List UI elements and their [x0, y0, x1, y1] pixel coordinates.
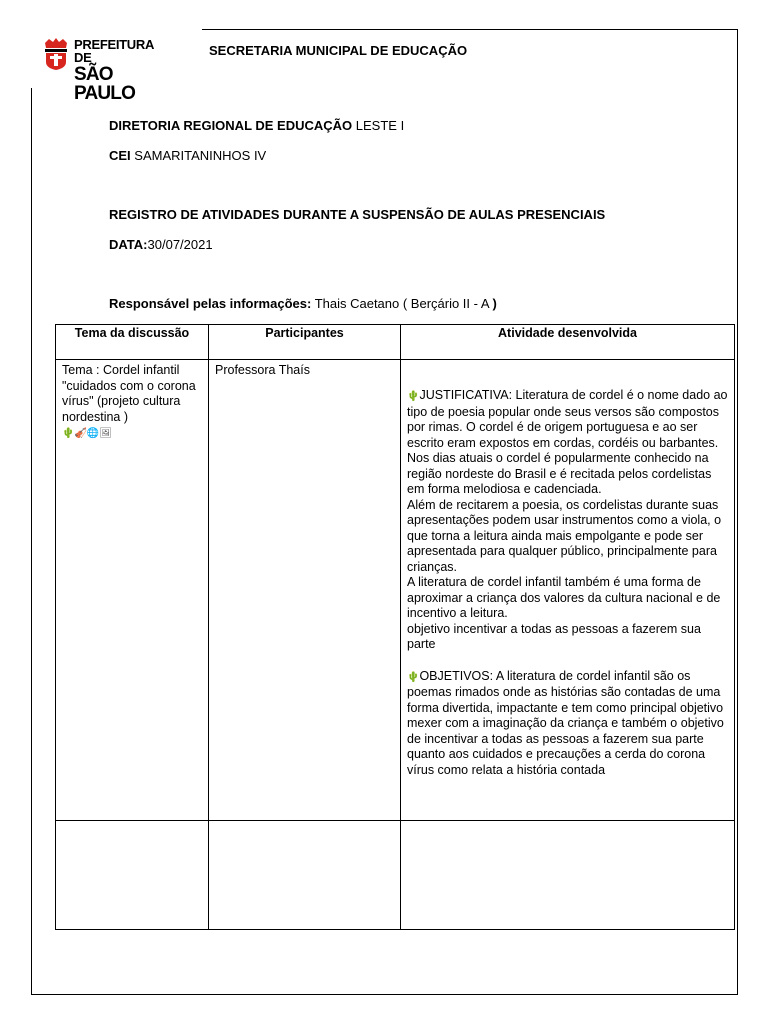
logo-line-2: SÃO PAULO [74, 64, 136, 104]
responsavel-label: Responsável pelas informações: [109, 296, 312, 311]
table-row-empty [56, 821, 735, 930]
diretoria-line [109, 118, 404, 133]
empty-cell [401, 821, 735, 930]
participantes-cell [209, 360, 401, 821]
empty-cell [56, 821, 209, 930]
data-line [109, 237, 213, 252]
city-crest-icon [42, 37, 70, 71]
paragrafo-2: Além de recitarem a poesia, os cordelistas durante suas apresentações podem usar instrumentos como a viola, o que torna a leitura ainda mais empolgante e pode ser apresentada para qualquer público, principalmente para crianças. [407, 497, 722, 574]
frame-border-right [737, 29, 738, 995]
logo-line-1: PREFEITURA DE [74, 37, 154, 65]
cactus-icon: 🌵 [407, 671, 420, 683]
justificativa-text: JUSTIFICATIVA: Literatura de cordel é o nome dado ao tipo de poesia popular onde seus versos são compostos por rimas. O cordel é de origem portuguesa e ao ser escrito eram expostos em cordas, cordéis ou barbantes. Nos dias atuais o cordel é popularmente conhecido na região nordeste do Brasil e é recitada pelos cordelistas em forma melodiosa e cadenciada. [407, 388, 728, 496]
cei-value: SAMARITANINHOS IV [130, 148, 267, 163]
header-participantes: Participantes [209, 325, 401, 360]
frame-border-left [31, 88, 32, 995]
header-atividade: Atividade desenvolvida [401, 325, 735, 360]
cei-label: CEI [109, 148, 131, 163]
data-value: 30/07/2021 [147, 237, 213, 252]
tema-cell [56, 360, 209, 821]
tema-emoji-icons: 🌵🎻🌐🖼 [62, 428, 113, 439]
paragrafo-4: objetivo incentivar a todas as pessoas a fazerem sua parte [407, 621, 701, 651]
cei-line [109, 148, 266, 163]
frame-border-bottom [31, 994, 738, 995]
objetivos-text: OBJETIVOS: A literatura de cordel infantil são os poemas rimados onde as histórias são contadas de uma forma divertida, impactante e tem como principal objetivo mexer com a imaginação da criança e também o objetivo de incentivar a todas as pessoas a fazerem sua parte quanto aos cuidados e precauções a cerda do corona vírus como relata a história contada [407, 668, 724, 777]
paragrafo-3: A literatura de cordel infantil também é uma forma de aproximar a criança dos valores da cultura nacional e de incentivo a leitura. [407, 575, 721, 620]
responsavel-value: Thais Caetano ( Berçário II - A [311, 296, 493, 311]
tema-text: Tema : Cordel infantil "cuidados com o corona vírus" (projeto cultura nordestina ) [62, 363, 196, 424]
table-row [56, 360, 735, 821]
atividade-cell [401, 360, 735, 821]
empty-cell [209, 821, 401, 930]
diretoria-value: LESTE I [352, 118, 405, 133]
header-title: SECRETARIA MUNICIPAL DE EDUCAÇÃO [209, 43, 468, 58]
data-label: DATA: [109, 237, 148, 252]
header-tema: Tema da discussão [56, 325, 209, 360]
frame-border-top [202, 29, 738, 30]
registro-title: REGISTRO DE ATIVIDADES DURANTE A SUSPENSÃO DE AULAS PRESENCIAIS [109, 207, 606, 222]
cactus-icon: 🌵 [407, 391, 420, 402]
participantes-text: Professora Thaís [215, 363, 310, 377]
table-header-row [56, 325, 735, 360]
activity-table [55, 324, 735, 930]
responsavel-close: ) [492, 296, 497, 311]
registro-line [109, 207, 605, 222]
diretoria-label: DIRETORIA REGIONAL DE EDUCAÇÃO [109, 118, 353, 133]
prefeitura-logo [42, 36, 174, 104]
responsavel-line [109, 296, 497, 311]
